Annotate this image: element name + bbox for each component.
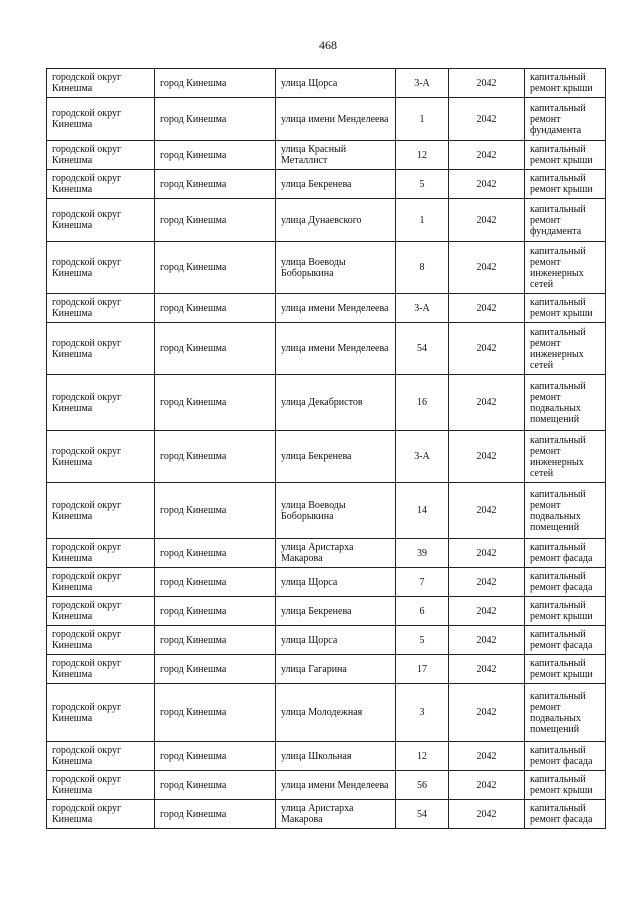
district-cell: городской округ Кинешма (47, 800, 155, 829)
table-row (47, 684, 606, 742)
table-row (47, 626, 606, 655)
table-row (47, 98, 606, 141)
house-number-cell: 3-А (396, 431, 449, 483)
city-cell: город Кинешма (155, 626, 276, 655)
district-cell: городской округ Кинешма (47, 483, 155, 539)
table-body (47, 69, 606, 829)
city-cell: город Кинешма (155, 375, 276, 431)
housing-repair-table (46, 68, 606, 829)
work-type-cell: капитальный ремонт крыши (525, 655, 606, 684)
work-type-cell: капитальный ремонт подвальных помещений (525, 483, 606, 539)
district-cell: городской округ Кинешма (47, 539, 155, 568)
year-cell: 2042 (449, 483, 525, 539)
year-cell: 2042 (449, 323, 525, 375)
house-number-cell: 56 (396, 771, 449, 800)
city-cell: город Кинешма (155, 69, 276, 98)
work-type-cell: капитальный ремонт фундамента (525, 199, 606, 242)
district-cell: городской округ Кинешма (47, 684, 155, 742)
year-cell: 2042 (449, 199, 525, 242)
work-type-cell: капитальный ремонт подвальных помещений (525, 375, 606, 431)
district-cell: городской округ Кинешма (47, 742, 155, 771)
table-row (47, 771, 606, 800)
street-cell: улица Аристарха Макарова (276, 800, 396, 829)
house-number-cell: 54 (396, 323, 449, 375)
work-type-cell: капитальный ремонт подвальных помещений (525, 684, 606, 742)
table-row (47, 294, 606, 323)
house-number-cell: 7 (396, 568, 449, 597)
city-cell: город Кинешма (155, 597, 276, 626)
house-number-cell: 8 (396, 242, 449, 294)
house-number-cell: 12 (396, 742, 449, 771)
street-cell: улица имени Менделеева (276, 323, 396, 375)
street-cell: улица имени Менделеева (276, 98, 396, 141)
district-cell: городской округ Кинешма (47, 568, 155, 597)
street-cell: улица Школьная (276, 742, 396, 771)
house-number-cell: 5 (396, 170, 449, 199)
district-cell: городской округ Кинешма (47, 771, 155, 800)
work-type-cell: капитальный ремонт крыши (525, 69, 606, 98)
table-row (47, 742, 606, 771)
street-cell: улица Щорса (276, 626, 396, 655)
street-cell: улица Воеводы Боборыкина (276, 242, 396, 294)
district-cell: городской округ Кинешма (47, 141, 155, 170)
city-cell: город Кинешма (155, 539, 276, 568)
street-cell: улица Гагарина (276, 655, 396, 684)
work-type-cell: капитальный ремонт крыши (525, 141, 606, 170)
work-type-cell: капитальный ремонт крыши (525, 771, 606, 800)
work-type-cell: капитальный ремонт фасада (525, 539, 606, 568)
work-type-cell: капитальный ремонт фасада (525, 800, 606, 829)
work-type-cell: капитальный ремонт крыши (525, 170, 606, 199)
street-cell: улица Воеводы Боборыкина (276, 483, 396, 539)
table-row (47, 242, 606, 294)
house-number-cell: 54 (396, 800, 449, 829)
district-cell: городской округ Кинешма (47, 597, 155, 626)
work-type-cell: капитальный ремонт фундамента (525, 98, 606, 141)
table-row (47, 431, 606, 483)
district-cell: городской округ Кинешма (47, 242, 155, 294)
street-cell: улица Щорса (276, 568, 396, 597)
city-cell: город Кинешма (155, 655, 276, 684)
year-cell: 2042 (449, 771, 525, 800)
district-cell: городской округ Кинешма (47, 375, 155, 431)
city-cell: город Кинешма (155, 800, 276, 829)
city-cell: город Кинешма (155, 242, 276, 294)
work-type-cell: капитальный ремонт крыши (525, 597, 606, 626)
district-cell: городской округ Кинешма (47, 431, 155, 483)
city-cell: город Кинешма (155, 294, 276, 323)
table-row (47, 375, 606, 431)
house-number-cell: 17 (396, 655, 449, 684)
house-number-cell: 1 (396, 199, 449, 242)
city-cell: город Кинешма (155, 170, 276, 199)
street-cell: улица Декабристов (276, 375, 396, 431)
year-cell: 2042 (449, 375, 525, 431)
street-cell: улица Бекренева (276, 597, 396, 626)
table-row (47, 323, 606, 375)
district-cell: городской округ Кинешма (47, 294, 155, 323)
page-number: 468 (319, 38, 337, 52)
house-number-cell: 3-А (396, 294, 449, 323)
year-cell: 2042 (449, 141, 525, 170)
year-cell: 2042 (449, 539, 525, 568)
work-type-cell: капитальный ремонт фасада (525, 626, 606, 655)
city-cell: город Кинешма (155, 323, 276, 375)
street-cell: улица Молодежная (276, 684, 396, 742)
work-type-cell: капитальный ремонт фасада (525, 568, 606, 597)
table-row (47, 170, 606, 199)
district-cell: городской округ Кинешма (47, 69, 155, 98)
city-cell: город Кинешма (155, 199, 276, 242)
year-cell: 2042 (449, 431, 525, 483)
city-cell: город Кинешма (155, 431, 276, 483)
table-row (47, 199, 606, 242)
district-cell: городской округ Кинешма (47, 199, 155, 242)
street-cell: улица Дунаевского (276, 199, 396, 242)
street-cell: улица Бекренева (276, 431, 396, 483)
table-row (47, 483, 606, 539)
district-cell: городской округ Кинешма (47, 655, 155, 684)
house-number-cell: 5 (396, 626, 449, 655)
table-row (47, 597, 606, 626)
table-row (47, 655, 606, 684)
house-number-cell: 1 (396, 98, 449, 141)
street-cell: улица имени Менделеева (276, 294, 396, 323)
house-number-cell: 3 (396, 684, 449, 742)
street-cell: улица Красный Металлист (276, 141, 396, 170)
city-cell: город Кинешма (155, 568, 276, 597)
city-cell: город Кинешма (155, 141, 276, 170)
district-cell: городской округ Кинешма (47, 98, 155, 141)
house-number-cell: 16 (396, 375, 449, 431)
street-cell: улица Бекренева (276, 170, 396, 199)
year-cell: 2042 (449, 98, 525, 141)
district-cell: городской округ Кинешма (47, 626, 155, 655)
work-type-cell: капитальный ремонт крыши (525, 294, 606, 323)
city-cell: город Кинешма (155, 684, 276, 742)
year-cell: 2042 (449, 684, 525, 742)
city-cell: город Кинешма (155, 742, 276, 771)
city-cell: город Кинешма (155, 771, 276, 800)
table-row (47, 800, 606, 829)
year-cell: 2042 (449, 568, 525, 597)
year-cell: 2042 (449, 170, 525, 199)
work-type-cell: капитальный ремонт инженерных сетей (525, 242, 606, 294)
table-row (47, 141, 606, 170)
city-cell: город Кинешма (155, 98, 276, 141)
city-cell: город Кинешма (155, 483, 276, 539)
house-number-cell: 39 (396, 539, 449, 568)
year-cell: 2042 (449, 626, 525, 655)
year-cell: 2042 (449, 294, 525, 323)
year-cell: 2042 (449, 69, 525, 98)
year-cell: 2042 (449, 742, 525, 771)
house-number-cell: 14 (396, 483, 449, 539)
table-row (47, 539, 606, 568)
year-cell: 2042 (449, 597, 525, 626)
work-type-cell: капитальный ремонт фасада (525, 742, 606, 771)
work-type-cell: капитальный ремонт инженерных сетей (525, 323, 606, 375)
table-row (47, 69, 606, 98)
year-cell: 2042 (449, 655, 525, 684)
year-cell: 2042 (449, 242, 525, 294)
year-cell: 2042 (449, 800, 525, 829)
house-number-cell: 3-А (396, 69, 449, 98)
house-number-cell: 12 (396, 141, 449, 170)
work-type-cell: капитальный ремонт инженерных сетей (525, 431, 606, 483)
district-cell: городской округ Кинешма (47, 170, 155, 199)
table-row (47, 568, 606, 597)
street-cell: улица имени Менделеева (276, 771, 396, 800)
street-cell: улица Аристарха Макарова (276, 539, 396, 568)
house-number-cell: 6 (396, 597, 449, 626)
district-cell: городской округ Кинешма (47, 323, 155, 375)
street-cell: улица Щорса (276, 69, 396, 98)
